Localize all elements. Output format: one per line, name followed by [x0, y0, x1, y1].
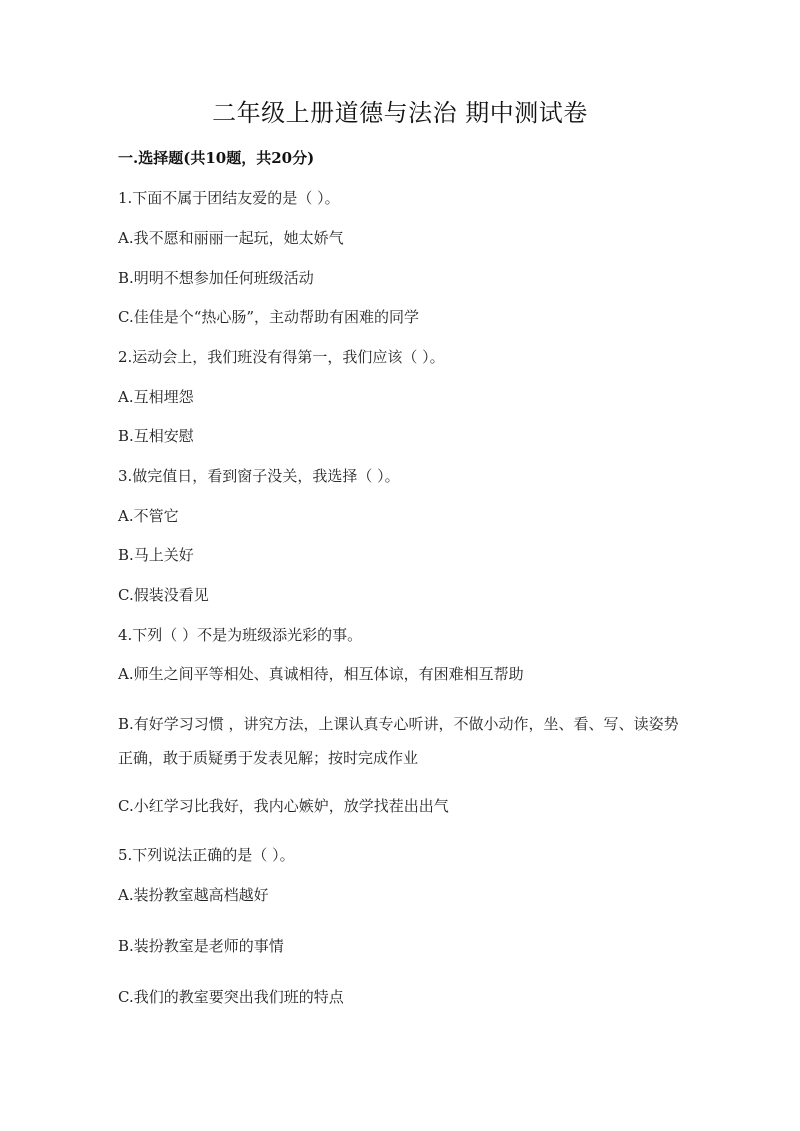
question-5-option-a: A.装扮教室越高档越好 — [118, 886, 269, 904]
section-heading: 一.选择题(共10题，共20分) — [118, 149, 315, 167]
question-1-stem: 1.下面不属于团结友爱的是（ ）。 — [118, 189, 340, 207]
question-3-stem: 3.做完值日，看到窗子没关，我选择（ ）。 — [118, 467, 400, 485]
question-2-option-b: B.互相安慰 — [118, 427, 194, 445]
question-1-option-a: A.我不愿和丽丽一起玩，她太娇气 — [118, 229, 344, 247]
exam-title: 二年级上册道德与法治 期中测试卷 — [212, 99, 588, 127]
question-1-option-c: C.佳佳是个“热心肠”，主动帮助有困难的同学 — [118, 308, 420, 326]
question-4-option-b: B.有好学习习惯 ，讲究方法，上课认真专心听讲，不做小动作，坐、看、写、读姿势正确，敢于质疑勇于发表见解；按时完成作业 — [118, 715, 679, 767]
question-5-option-b: B.装扮教室是老师的事情 — [118, 937, 284, 955]
question-3-option-a: A.不管它 — [118, 507, 179, 525]
question-5-stem: 5.下列说法正确的是（ ）。 — [118, 846, 295, 864]
question-3-option-b: B.马上关好 — [118, 546, 194, 564]
question-4-stem: 4.下列（ ）不是为班级添光彩的事。 — [118, 626, 363, 644]
question-4-option-a: A.师生之间平等相处、真诚相待，相互体谅，有困难相互帮助 — [118, 665, 524, 683]
question-2-stem: 2.运动会上，我们班没有得第一，我们应该（ ）。 — [118, 348, 445, 366]
question-3-option-c: C.假装没看见 — [118, 586, 209, 604]
question-1-option-b: B.明明不想参加任何班级活动 — [118, 269, 314, 287]
question-5-option-c: C.我们的教室要突出我们班的特点 — [118, 988, 344, 1006]
question-4-option-c: C.小红学习比我好，我内心嫉妒，放学找茬出出气 — [118, 797, 449, 815]
question-2-option-a: A.互相埋怨 — [118, 388, 194, 406]
